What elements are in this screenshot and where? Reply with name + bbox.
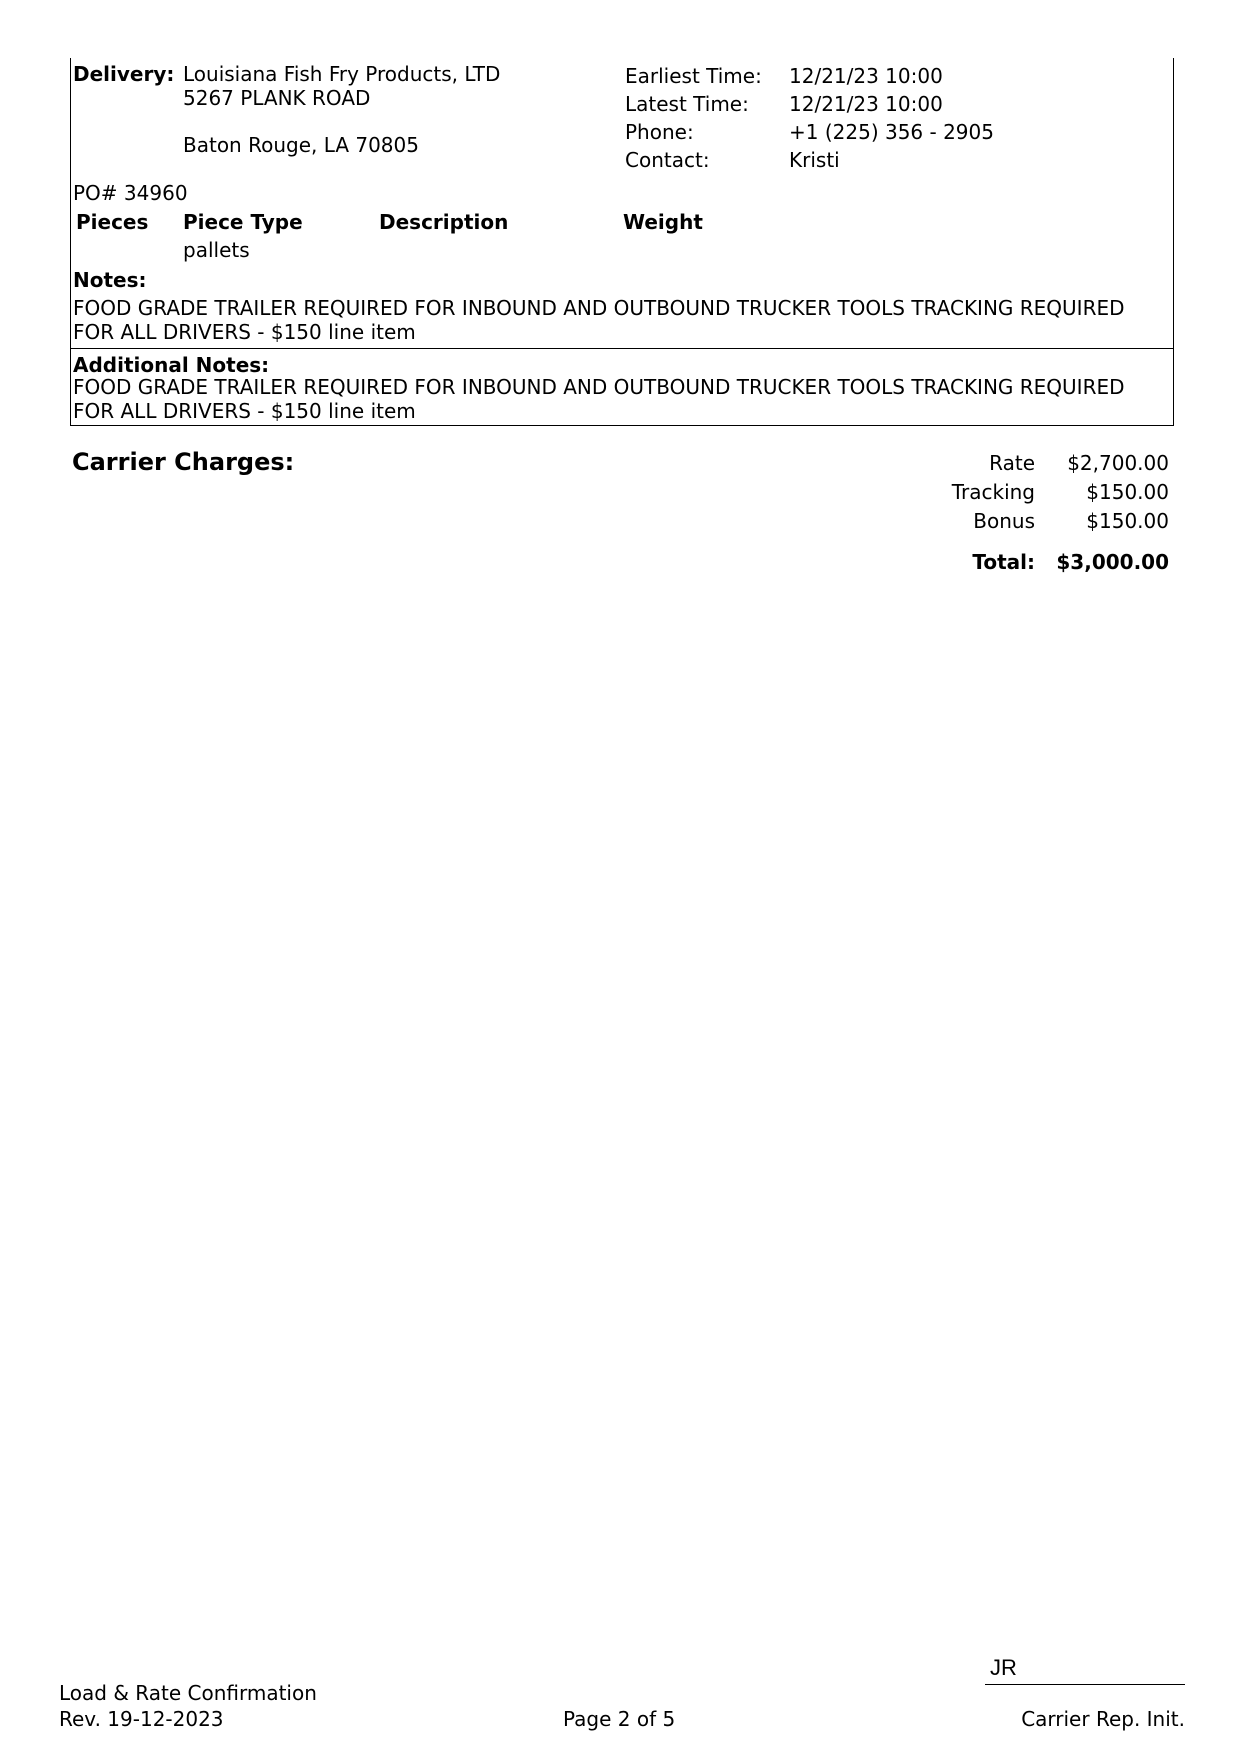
charge-label-rate: Rate	[989, 451, 1035, 475]
delivery-label: Delivery:	[73, 62, 175, 86]
contact-label: Contact:	[625, 148, 710, 172]
carrier-rep-init-label: Carrier Rep. Init.	[1021, 1707, 1185, 1731]
additional-notes-text: FOOD GRADE TRAILER REQUIRED FOR INBOUND AND OUTBOUND TRUCKER TOOLS TRACKING REQUIRED FOR ALL DRIVERS - $150 line item	[73, 375, 1125, 423]
contact-value: Kristi	[789, 148, 840, 172]
latest-time-value: 12/21/23 10:00	[789, 92, 943, 116]
delivery-city-state-zip: Baton Rouge, LA 70805	[183, 133, 419, 157]
delivery-address: 5267 PLANK ROAD	[183, 86, 371, 110]
po-number: PO# 34960	[73, 181, 188, 205]
header-piece-type: Piece Type	[183, 210, 303, 234]
carrier-rep-initials: JR	[990, 1655, 1017, 1680]
latest-time-label: Latest Time:	[625, 92, 749, 116]
charge-label-bonus: Bonus	[973, 509, 1035, 533]
notes-label: Notes:	[73, 268, 147, 292]
footer-page-number: Page 2 of 5	[563, 1707, 676, 1731]
footer-doc-title: Load & Rate Confirmation	[59, 1681, 317, 1705]
header-weight: Weight	[623, 210, 703, 234]
carrier-charges-title: Carrier Charges:	[72, 448, 295, 476]
initials-signature-line	[985, 1684, 1185, 1685]
delivery-company: Louisiana Fish Fry Products, LTD	[183, 62, 501, 86]
total-label: Total:	[972, 550, 1035, 574]
additional-notes-section	[70, 348, 1174, 426]
total-value: $3,000.00	[1056, 550, 1169, 574]
charge-label-tracking: Tracking	[951, 480, 1035, 504]
charge-value-tracking: $150.00	[1086, 480, 1169, 504]
additional-notes-label: Additional Notes:	[73, 353, 270, 377]
earliest-time-label: Earliest Time:	[625, 64, 762, 88]
notes-text: FOOD GRADE TRAILER REQUIRED FOR INBOUND AND OUTBOUND TRUCKER TOOLS TRACKING REQUIRED FOR ALL DRIVERS - $150 line item	[73, 296, 1125, 344]
footer-revision: Rev. 19-12-2023	[59, 1707, 224, 1731]
phone-value: +1 (225) 356 - 2905	[789, 120, 994, 144]
charge-value-bonus: $150.00	[1086, 509, 1169, 533]
row-piece-type: pallets	[183, 238, 250, 262]
earliest-time-value: 12/21/23 10:00	[789, 64, 943, 88]
charge-value-rate: $2,700.00	[1067, 451, 1169, 475]
delivery-section	[70, 58, 1174, 349]
header-pieces: Pieces	[76, 210, 149, 234]
phone-label: Phone:	[625, 120, 694, 144]
header-description: Description	[379, 210, 509, 234]
